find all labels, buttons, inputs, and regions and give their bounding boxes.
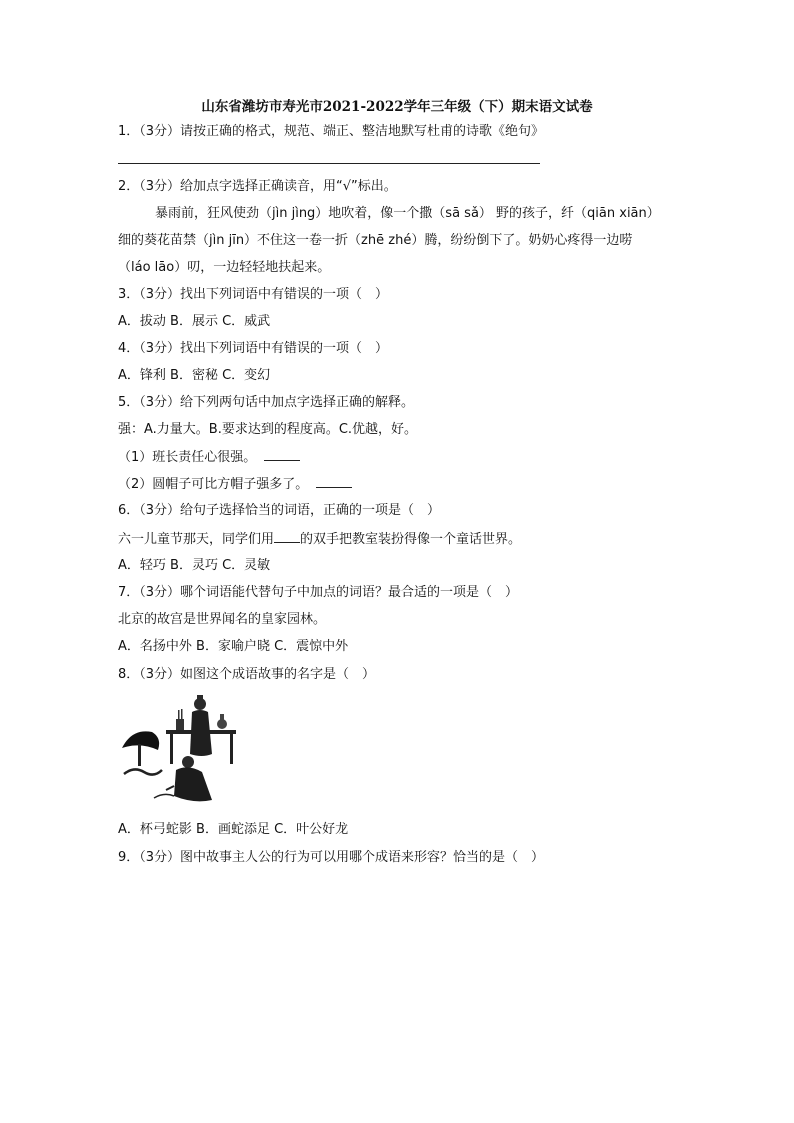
question-4-options: A．锋利 B．密秘 C．变幻 bbox=[118, 368, 271, 383]
exam-title: 山东省潍坊市寿光市2021-2022学年三年级（下）期末语文试卷 bbox=[201, 99, 593, 115]
question-6-sentence bbox=[118, 530, 521, 549]
answer-line bbox=[118, 163, 540, 164]
cup bbox=[176, 719, 184, 730]
snake-drawing-scene-image bbox=[118, 692, 240, 810]
answer-blank[interactable] bbox=[316, 475, 352, 488]
question-5-sentence-2 bbox=[118, 475, 352, 494]
crouching-man-body bbox=[174, 767, 212, 801]
question-2-passage-line-2: 细的葵花苗禁（jìn jīn）不住这一卷一折（zhē zhé）腾，纷纷倒下了。奶奶心疼得一边唠 bbox=[118, 233, 633, 248]
question-6-options: A．轻巧 B．灵巧 C．灵敏 bbox=[118, 558, 271, 573]
question-2-passage-line-3: （láo lāo）叨，一边轻轻地扶起来。 bbox=[118, 260, 331, 275]
crouching-man-head bbox=[182, 756, 194, 768]
tree-trunk bbox=[138, 744, 141, 766]
sentence-text-start: 六一儿童节那天，同学们用 bbox=[118, 532, 275, 547]
question-5-sentence-1 bbox=[118, 448, 300, 467]
question-1: 1．（3分）请按正确的格式，规范、端正、整洁地默写杜甫的诗歌《绝句》 bbox=[118, 124, 545, 139]
table-leg bbox=[230, 734, 233, 764]
standing-man-robe bbox=[190, 710, 212, 756]
snake-drawing bbox=[124, 769, 162, 774]
sentence-text-end: 的双手把教室装扮得像一个童话世界。 bbox=[300, 532, 522, 547]
question-3: 3．（3分）找出下列词语中有错误的一项（ ） bbox=[118, 287, 389, 302]
standing-man-head bbox=[194, 698, 206, 710]
question-5-definitions: 强：A.力量大。B.要求达到的程度高。C.优越，好。 bbox=[118, 422, 418, 437]
question-2: 2．（3分）给加点字选择正确读音，用“√”标出。 bbox=[118, 179, 397, 194]
sentence-text: （1）班长责任心很强。 bbox=[118, 450, 257, 465]
table-leg bbox=[170, 734, 173, 764]
question-6: 6．（3分）给句子选择恰当的词语，正确的一项是（ ） bbox=[118, 503, 441, 518]
question-4: 4．（3分）找出下列词语中有错误的一项（ ） bbox=[118, 341, 389, 356]
question-3-options: A．拔动 B．展示 C．威武 bbox=[118, 314, 271, 329]
sentence-text: （2）圆帽子可比方帽子强多了。 bbox=[118, 477, 309, 492]
question-8: 8．（3分）如图这个成语故事的名字是（ ） bbox=[118, 667, 376, 682]
answer-blank[interactable] bbox=[264, 448, 300, 461]
question-7-options: A．名扬中外 B．家喻户晓 C．震惊中外 bbox=[118, 639, 349, 654]
question-2-passage-line-1: 暴雨前，狂风使劲（jìn jìng）地吹着，像一个撒（sā sǎ） 野的孩子，纤（qiān xiān） bbox=[155, 206, 660, 221]
idiom-story-illustration bbox=[118, 692, 240, 810]
question-7-sentence: 北京的故宫是世界闻名的皇家园林。 bbox=[118, 612, 327, 627]
fill-in-blank[interactable] bbox=[274, 530, 300, 543]
wine-vessel bbox=[217, 719, 227, 729]
question-5: 5．（3分）给下列两句话中加点字选择正确的解释。 bbox=[118, 395, 415, 410]
question-8-options: A．杯弓蛇影 B．画蛇添足 C．叶公好龙 bbox=[118, 822, 349, 837]
question-9: 9．（3分）图中故事主人公的行为可以用哪个成语来形容？恰当的是（ ） bbox=[118, 850, 545, 865]
question-7: 7．（3分）哪个词语能代替句子中加点的词语？最合适的一项是（ ） bbox=[118, 585, 519, 600]
